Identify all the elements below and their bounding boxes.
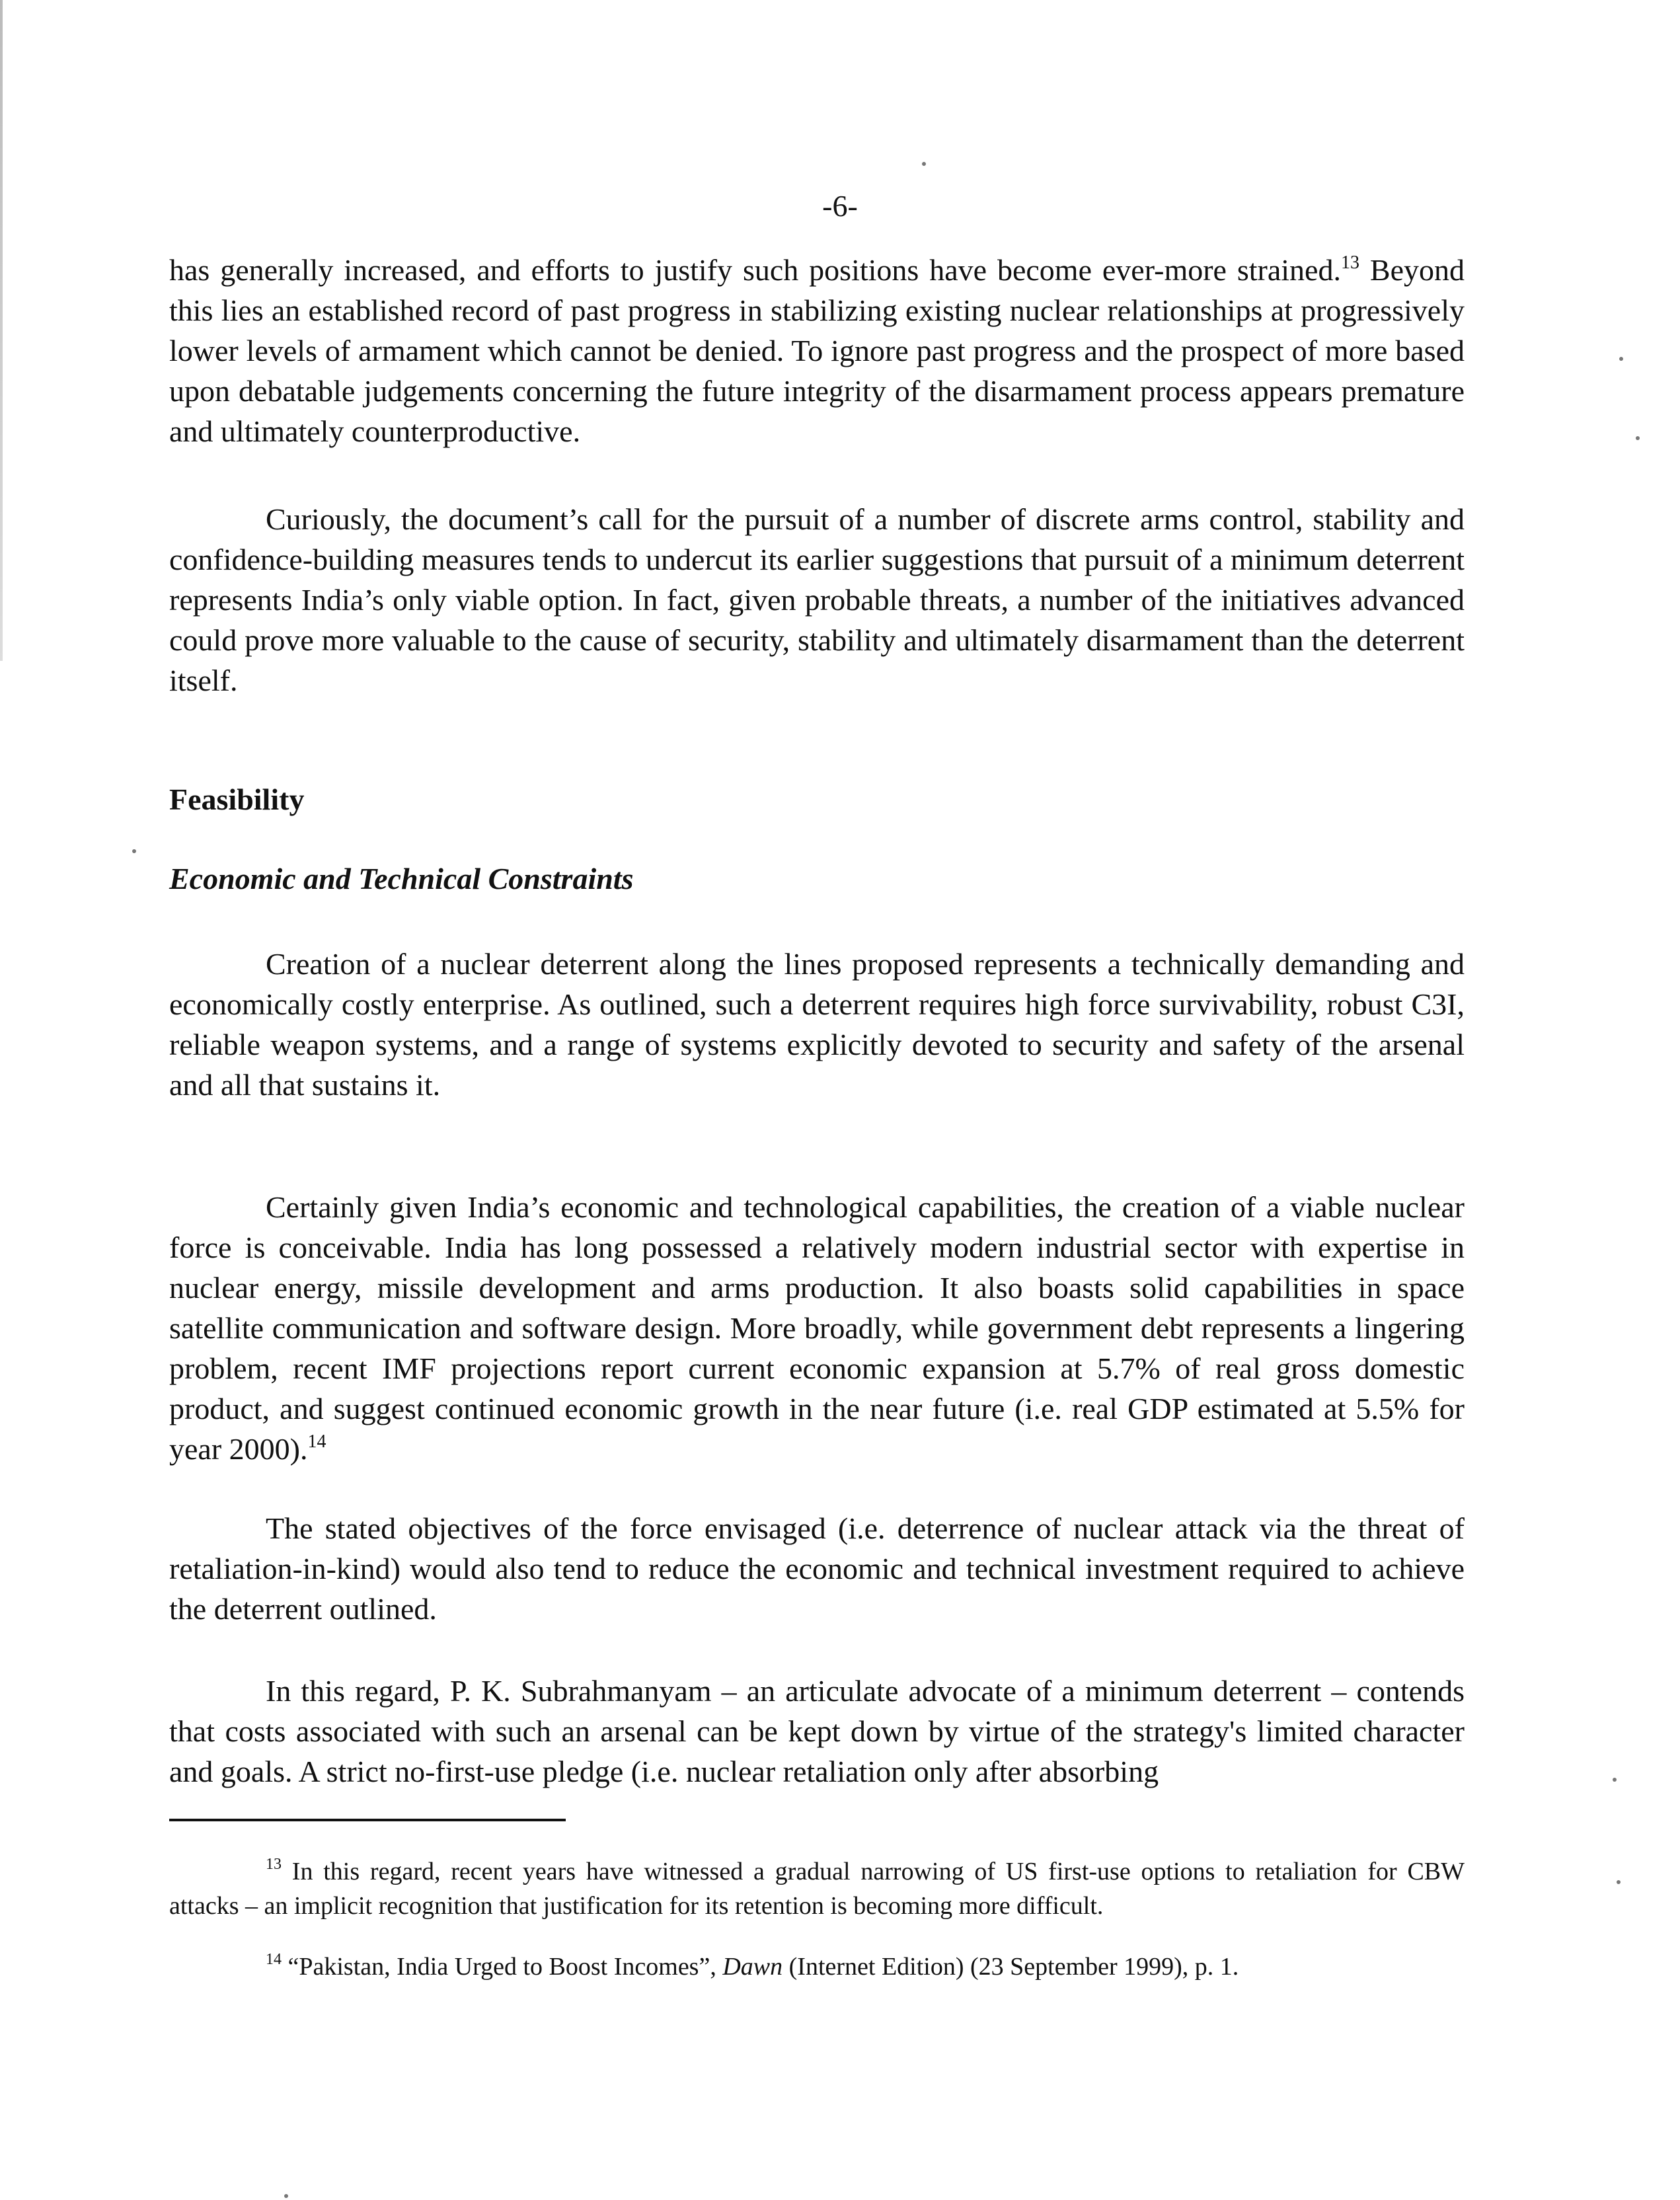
scan-edge-shadow (0, 0, 3, 661)
footnote-14-number: 14 (266, 1951, 282, 1968)
scan-speck (1617, 1880, 1621, 1884)
paragraph-1-text: has generally increased, and efforts to justify such positions have become ever-more strained. (169, 253, 1341, 287)
paragraph-2: Curiously, the document’s call for the pursuit of a number of discrete arms control, stability and confidence-building measures tends to undercut its earlier suggestions that pursuit of a minimum deterrent represents India’s only viable option. In fact, given probable threats, a number of the initiatives advanced could prove more valuable to the cause of security, stability and ultimately disarmament than the deterrent itself. (169, 502, 1465, 697)
page-number: -6- (822, 189, 858, 223)
scan-speck (922, 162, 926, 166)
paragraph-6: In this regard, P. K. Subrahmanyam – an articulate advocate of a minimum deterrent – contends that costs associated with such an arsenal can be kept down by virtue of the strategy's limited character and goals. A strict no-first-use pledge (i.e. nuclear retaliation only after absorbing (169, 1674, 1465, 1788)
paragraph-5: The stated objectives of the force envisaged (i.e. deterrence of nuclear attack via the threat of retaliation-in-kind) would also tend to reduce the economic and technical investment required to achieve the deterrent outlined. (169, 1511, 1465, 1626)
footnote-14 (169, 1950, 1465, 1984)
section-heading: Feasibility (169, 782, 305, 816)
paragraph-3: Creation of a nuclear deterrent along the lines proposed represents a technically demanding and economically costly enterprise. As outlined, such a deterrent requires high force survivability, robust C3I, reliable weapon systems, and a range of systems explicitly devoted to security and safety of the arsenal and all that sustains it. (169, 947, 1465, 1102)
scan-speck (132, 849, 136, 853)
footnote-ref-14[interactable]: 14 (307, 1431, 326, 1452)
subsection-heading: Economic and Technical Constraints (169, 862, 634, 895)
paragraph-4-text: Certainly given India’s economic and technological capabilities, the creation of a viable nuclear force is conceivable. India has long possessed a relatively modern industrial sector with expertise in nuclear energy, missile development and arms production. It also boasts solid capabilities in space satellite communication and software design. More broadly, while government debt represents a lingering problem, recent IMF projections report current economic expansion at 5.7% of real gross domestic product, and suggest continued economic growth in the near future (i.e. real GDP estimated at 5.5% for year 2000). (169, 1190, 1465, 1466)
footnote-14-text-before: “Pakistan, India Urged to Boost Incomes”, (287, 1953, 723, 1981)
footnote-13-number: 13 (266, 1856, 282, 1873)
footnote-separator (169, 1819, 566, 1821)
paragraph-4 (169, 1187, 1465, 1469)
scan-speck (1619, 357, 1623, 361)
footnote-13-text: In this regard, recent years have witnessed a gradual narrowing of US first-use options to retaliation for CBW attacks – an implicit recognition that justification for its retention is becoming more difficult. (169, 1858, 1465, 1920)
footnote-14-publication: Dawn (722, 1953, 783, 1981)
paragraph-1-continuation: Beyond this lies an established record of past progress in stabilizing existing nuclear relationships at progressively lower levels of armament which cannot be denied. To ignore past progress and the prospect of more based upon debatable judgements concerning the future integrity of the disarmament process appears premature and ultimately counterproductive. (169, 253, 1465, 448)
footnote-13 (169, 1854, 1465, 1923)
footnote-14-text-after: (Internet Edition) (23 September 1999), p. 1. (783, 1953, 1239, 1981)
footnote-ref-13[interactable]: 13 (1340, 252, 1359, 273)
scan-speck (1613, 1778, 1617, 1782)
paragraph-1 (169, 250, 1465, 451)
scan-speck (1636, 436, 1640, 440)
scan-speck (284, 2194, 288, 2198)
